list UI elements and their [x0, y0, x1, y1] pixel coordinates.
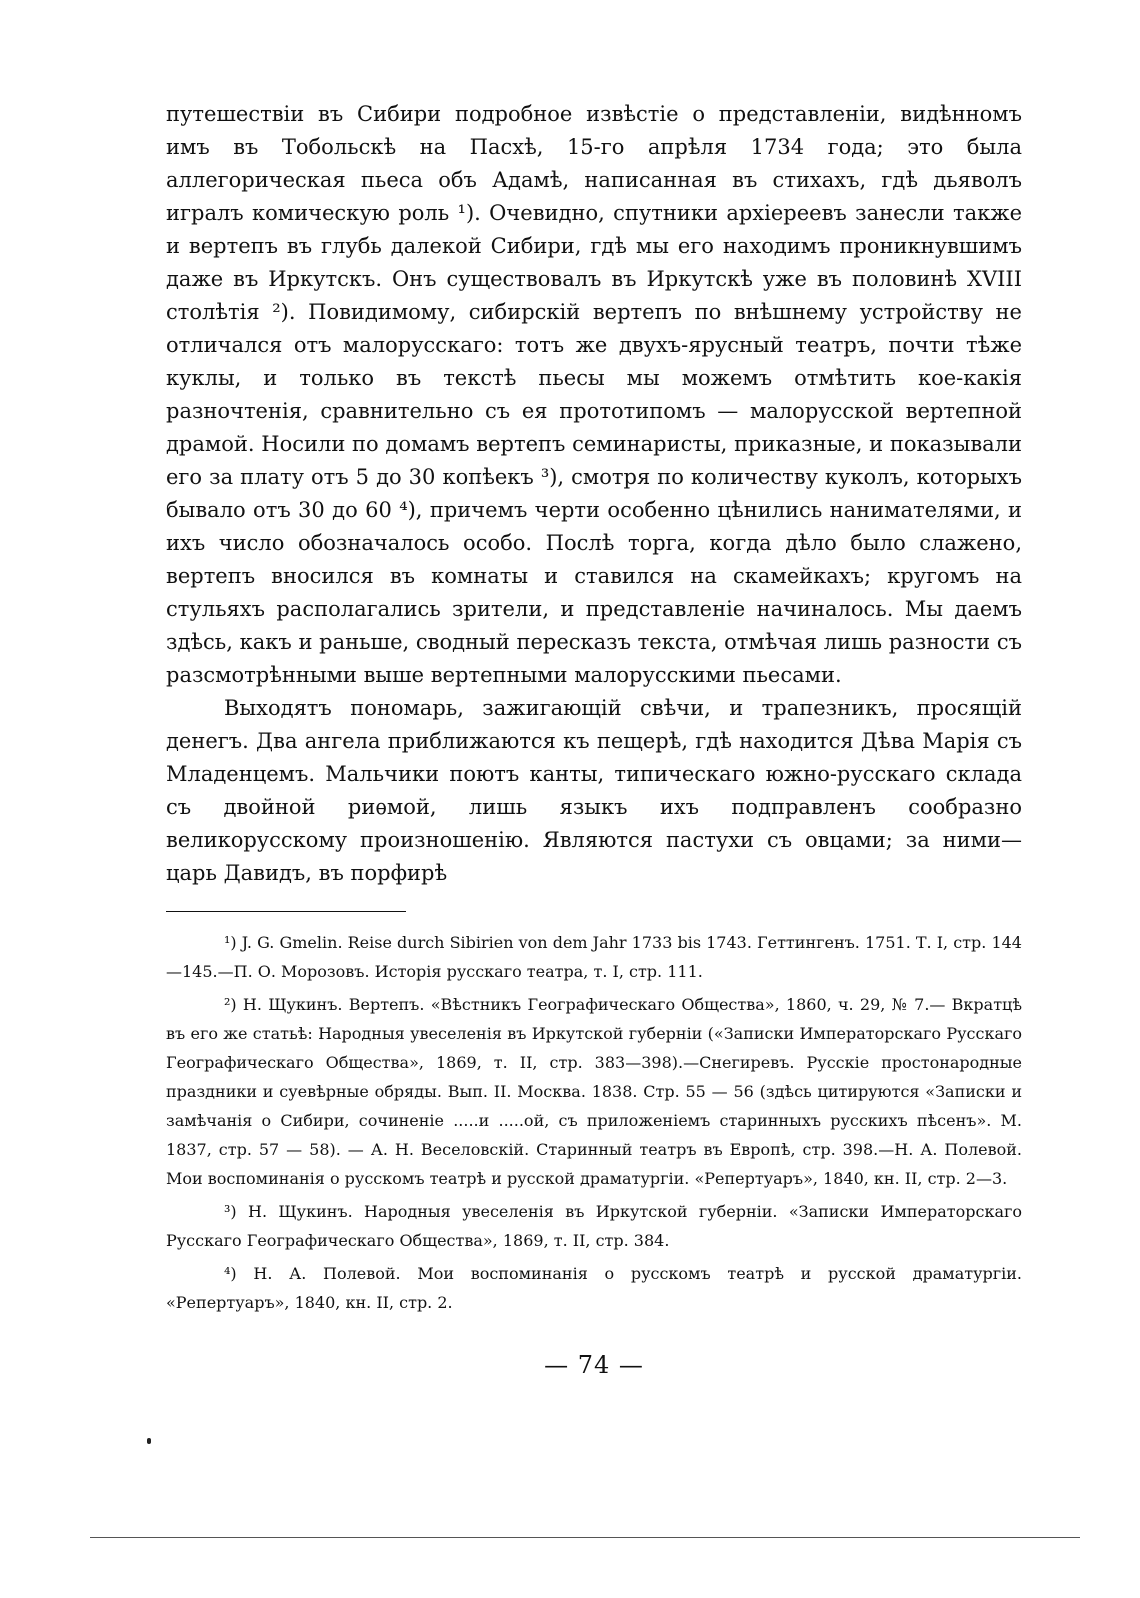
footnote-text: Н. А. Полевой. Мои воспоминанія о русскомъ театрѣ и русской драматургіи. «Репертуаръ», 1840, кн. II, стр. 2. — [166, 1264, 1022, 1312]
footnote-3 — [166, 1197, 1022, 1255]
body-paragraph-1: путешествіи въ Сибири подробное извѣстіе о представленіи, видѣнномъ имъ въ Тобольскѣ на Пасхѣ, 15-го апрѣля 1734 года; это была аллегорическая пьеса объ Адамѣ, написанная въ стихахъ, гдѣ дьяволъ игралъ комическую роль ¹). Очевидно, спутники архіереевъ занесли также и вертепъ въ глубь далекой Сибири, гдѣ мы его находимъ проникнувшимъ даже въ Иркутскъ. Онъ существовалъ въ Иркутскѣ уже въ половинѣ XVIII столѣтія ²). Повидимому, сибирскій вертепъ по внѣшнему устройству не отличался отъ малорусскаго: тотъ же двухъ-ярусный театръ, почти тѣже куклы, и только въ текстѣ пьесы мы можемъ отмѣтить кое-какія разночтенія, сравнительно съ ея прототипомъ — малорусской вертепной драмой. Носили по домамъ вертепъ семинаристы, приказные, и показывали его за плату отъ 5 до 30 копѣекъ ³), смотря по количеству куколъ, которыхъ бывало отъ 30 до 60 ⁴), причемъ черти особенно цѣнились нанимателями, и ихъ число обозначалось особо. Послѣ торга, когда дѣло было слажено, вертепъ вносился въ комнаты и ставился на скамейкахъ; кругомъ на стульяхъ располагались зрители, и представленіе начиналось. Мы даемъ здѣсь, какъ и раньше, сводный пересказъ текста, отмѣчая лишь разности съ разсмотрѣнными выше вертепными малорусскими пьесами. — [166, 102, 1022, 687]
footnote-mark: ⁴) — [224, 1264, 237, 1283]
footnotes — [166, 928, 1022, 1317]
footnote-1 — [166, 928, 1022, 986]
footnote-mark: ³) — [224, 1202, 237, 1221]
page-number: — 74 — — [544, 1351, 644, 1379]
footnote-text: Н. Щукинъ. Народныя увеселенія въ Иркутской губерніи. «Записки Императорскаго Русскаго Географическаго Общества», 1869, т. II, стр. 384. — [166, 1202, 1022, 1250]
scan-speck — [147, 1438, 151, 1444]
scan-edge-line — [90, 1537, 1080, 1538]
page-content — [166, 98, 1022, 1379]
footnote-separator — [166, 911, 406, 912]
body-paragraph-2: Выходятъ пономарь, зажигающій свѣчи, и трапезникъ, просящій денегъ. Два ангела приближаются къ пещерѣ, гдѣ находится Дѣва Марія съ Младенцемъ. Мальчики поютъ канты, типическаго южно-русскаго склада съ двойной риѳмой, лишь языкъ ихъ подправленъ сообразно великорусскому произношенію. Являются пастухи съ овцами; за ними—царь Давидъ, въ порфирѣ — [166, 696, 1022, 885]
footnote-4 — [166, 1259, 1022, 1317]
footnote-text: Н. Щукинъ. Вертепъ. «Вѣстникъ Географическаго Общества», 1860, ч. 29, № 7.— Вкратцѣ въ его же статьѣ: Народныя увеселенія въ Иркутской губерніи («Записки Императорскаго Русскаго Географическаго Общества», 1869, т. II, стр. 383—398).—Снегиревъ. Русскіе простонародные праздники и суевѣрные обряды. Вып. II. Москва. 1838. Стр. 55 — 56 (здѣсь цитируются «Записки и замѣчанія о Сибири, сочиненіе .....и .....ой, съ приложеніемъ старинныхъ русскихъ пѣсенъ». М. 1837, стр. 57 — 58). — А. Н. Веселовскій. Старинный театръ въ Европѣ, стр. 398.—Н. А. Полевой. Мои воспоминанія о русскомъ театрѣ и русской драматургіи. «Репертуаръ», 1840, кн. II, стр. 2—3. — [166, 995, 1022, 1188]
footnote-mark: ¹) — [224, 933, 237, 952]
footnote-text: J. G. Gmelin. Reise durch Sibirien von dem Jahr 1733 bis 1743. Геттингенъ. 1751. Т. I, стр. 144—145.—П. О. Морозовъ. Исторія русскаго театра, т. I, стр. 111. — [166, 933, 1022, 981]
footnote-2 — [166, 990, 1022, 1193]
footnote-mark: ²) — [224, 995, 237, 1014]
